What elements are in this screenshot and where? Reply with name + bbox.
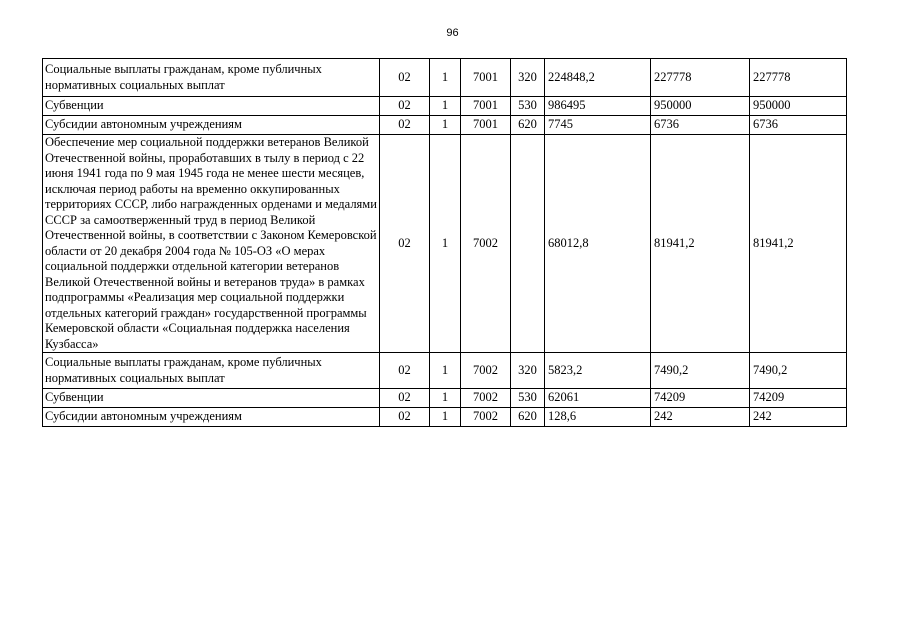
program-code: 02 (380, 353, 430, 389)
program-code: 02 (380, 116, 430, 135)
amount-year-2: 7490,2 (651, 353, 750, 389)
expense-type-code: 320 (511, 353, 545, 389)
subprogram-code: 1 (430, 116, 461, 135)
table-row (43, 135, 847, 353)
amount-year-2: 227778 (651, 59, 750, 97)
amount-year-1: 224848,2 (545, 59, 651, 97)
amount-year-3: 7490,2 (750, 353, 847, 389)
expense-direction-code: 7002 (461, 135, 511, 353)
expense-type-code: 620 (511, 116, 545, 135)
expense-type-code: 320 (511, 59, 545, 97)
table-row (43, 389, 847, 408)
amount-year-2: 242 (651, 408, 750, 427)
expense-type-code: 530 (511, 97, 545, 116)
subprogram-code: 1 (430, 353, 461, 389)
subprogram-code: 1 (430, 408, 461, 427)
expense-direction-code: 7002 (461, 353, 511, 389)
program-code: 02 (380, 408, 430, 427)
amount-year-1: 7745 (545, 116, 651, 135)
amount-year-1: 62061 (545, 389, 651, 408)
table-row (43, 353, 847, 389)
amount-year-3: 950000 (750, 97, 847, 116)
program-code: 02 (380, 59, 430, 97)
subprogram-code: 1 (430, 59, 461, 97)
amount-year-1: 986495 (545, 97, 651, 116)
amount-year-2: 6736 (651, 116, 750, 135)
expense-type-code (511, 135, 545, 353)
amount-year-1: 68012,8 (545, 135, 651, 353)
amount-year-3: 242 (750, 408, 847, 427)
program-code: 02 (380, 135, 430, 353)
amount-year-1: 128,6 (545, 408, 651, 427)
subprogram-code: 1 (430, 135, 461, 353)
amount-year-3: 74209 (750, 389, 847, 408)
table-row (43, 116, 847, 135)
table-row (43, 408, 847, 427)
row-description: Субсидии автономным учреждениям (43, 408, 380, 427)
row-description: Субсидии автономным учреждениям (43, 116, 380, 135)
amount-year-1: 5823,2 (545, 353, 651, 389)
row-description: Обеспечение мер социальной поддержки ветеранов Великой Отечественной войны, проработавших в тылу в период с 22 июня 1941 года по 9 мая 1945 года не менее шести месяцев, исключая период работы на временно оккупированных территориях СССР, либо награжденных орденами и медалями СССР за самоотверженный труд в период Великой Отечественной войны, в соответствии с Законом Кемеровской области от 20 декабря 2004 года № 105-ОЗ «О мерах социальной поддержки отдельной категории ветеранов Великой Отечественной войны и ветеранов труда» в рамках подпрограммы «Реализация мер социальной поддержки отдельных категорий граждан» государственной программы Кемеровской области «Социальная поддержка населения Кузбасса» (43, 135, 380, 353)
amount-year-3: 81941,2 (750, 135, 847, 353)
subprogram-code: 1 (430, 389, 461, 408)
amount-year-2: 950000 (651, 97, 750, 116)
expense-type-code: 620 (511, 408, 545, 427)
amount-year-3: 227778 (750, 59, 847, 97)
table-row (43, 97, 847, 116)
page-number: 96 (446, 27, 459, 39)
expense-direction-code: 7002 (461, 389, 511, 408)
subprogram-code: 1 (430, 97, 461, 116)
row-description: Социальные выплаты гражданам, кроме публичных нормативных социальных выплат (43, 353, 380, 389)
expense-type-code: 530 (511, 389, 545, 408)
expense-direction-code: 7002 (461, 408, 511, 427)
amount-year-2: 74209 (651, 389, 750, 408)
amount-year-3: 6736 (750, 116, 847, 135)
expense-direction-code: 7001 (461, 97, 511, 116)
table-row (43, 59, 847, 97)
row-description: Субвенции (43, 389, 380, 408)
program-code: 02 (380, 97, 430, 116)
row-description: Социальные выплаты гражданам, кроме публичных нормативных социальных выплат (43, 59, 380, 97)
row-description: Субвенции (43, 97, 380, 116)
expense-direction-code: 7001 (461, 116, 511, 135)
program-code: 02 (380, 389, 430, 408)
amount-year-2: 81941,2 (651, 135, 750, 353)
expense-direction-code: 7001 (461, 59, 511, 97)
budget-table (42, 58, 847, 427)
